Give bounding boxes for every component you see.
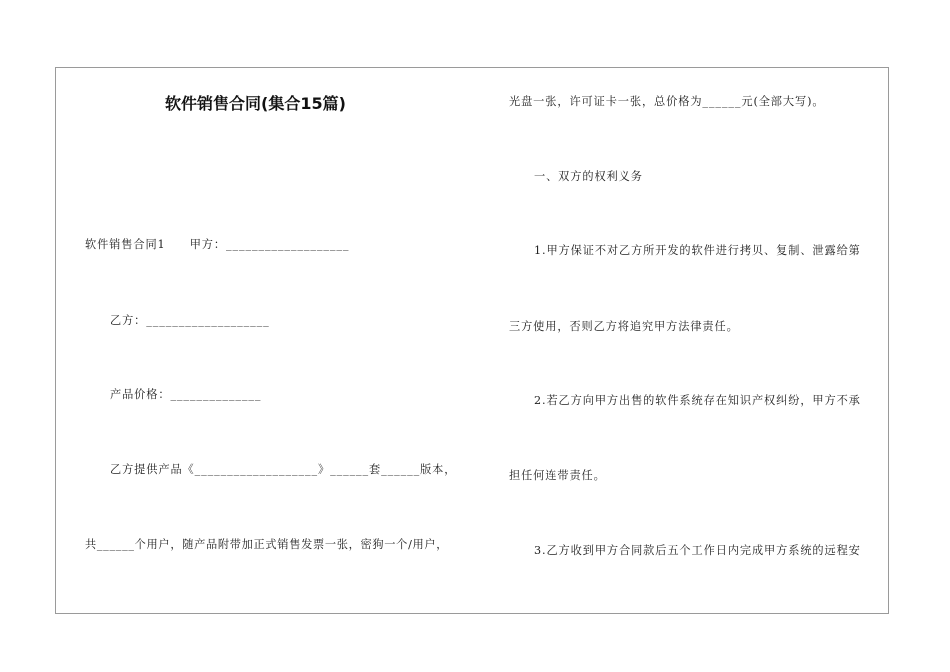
right-line-3: 1.甲方保证不对乙方所开发的软件进行拷贝、复制、泄露给第 [534, 244, 861, 257]
right-line-5: 2.若乙方向甲方出售的软件系统存在知识产权纠纷，甲方不承 [534, 394, 861, 407]
left-line-1: 软件销售合同1 甲方：___________________ [85, 238, 350, 251]
page-frame [55, 67, 889, 614]
document-title: 软件销售合同(集合15篇) [165, 94, 346, 113]
right-line-6: 担任何连带责任。 [509, 469, 606, 482]
left-line-2: 乙方：___________________ [110, 314, 270, 327]
right-line-2: 一、双方的权利义务 [534, 170, 643, 183]
right-line-7: 3.乙方收到甲方合同款后五个工作日内完成甲方系统的远程安 [534, 544, 861, 557]
left-line-5: 共______个用户，随产品附带加正式销售发票一张，密狗一个/用户， [85, 538, 449, 551]
right-line-1: 光盘一张，许可证卡一张，总价格为______元(全部大写)。 [509, 95, 825, 108]
right-line-4: 三方使用，否则乙方将追究甲方法律责任。 [509, 320, 739, 333]
left-line-4: 乙方提供产品《___________________》______套______版本， [110, 463, 457, 476]
left-line-3: 产品价格：______________ [110, 388, 262, 401]
